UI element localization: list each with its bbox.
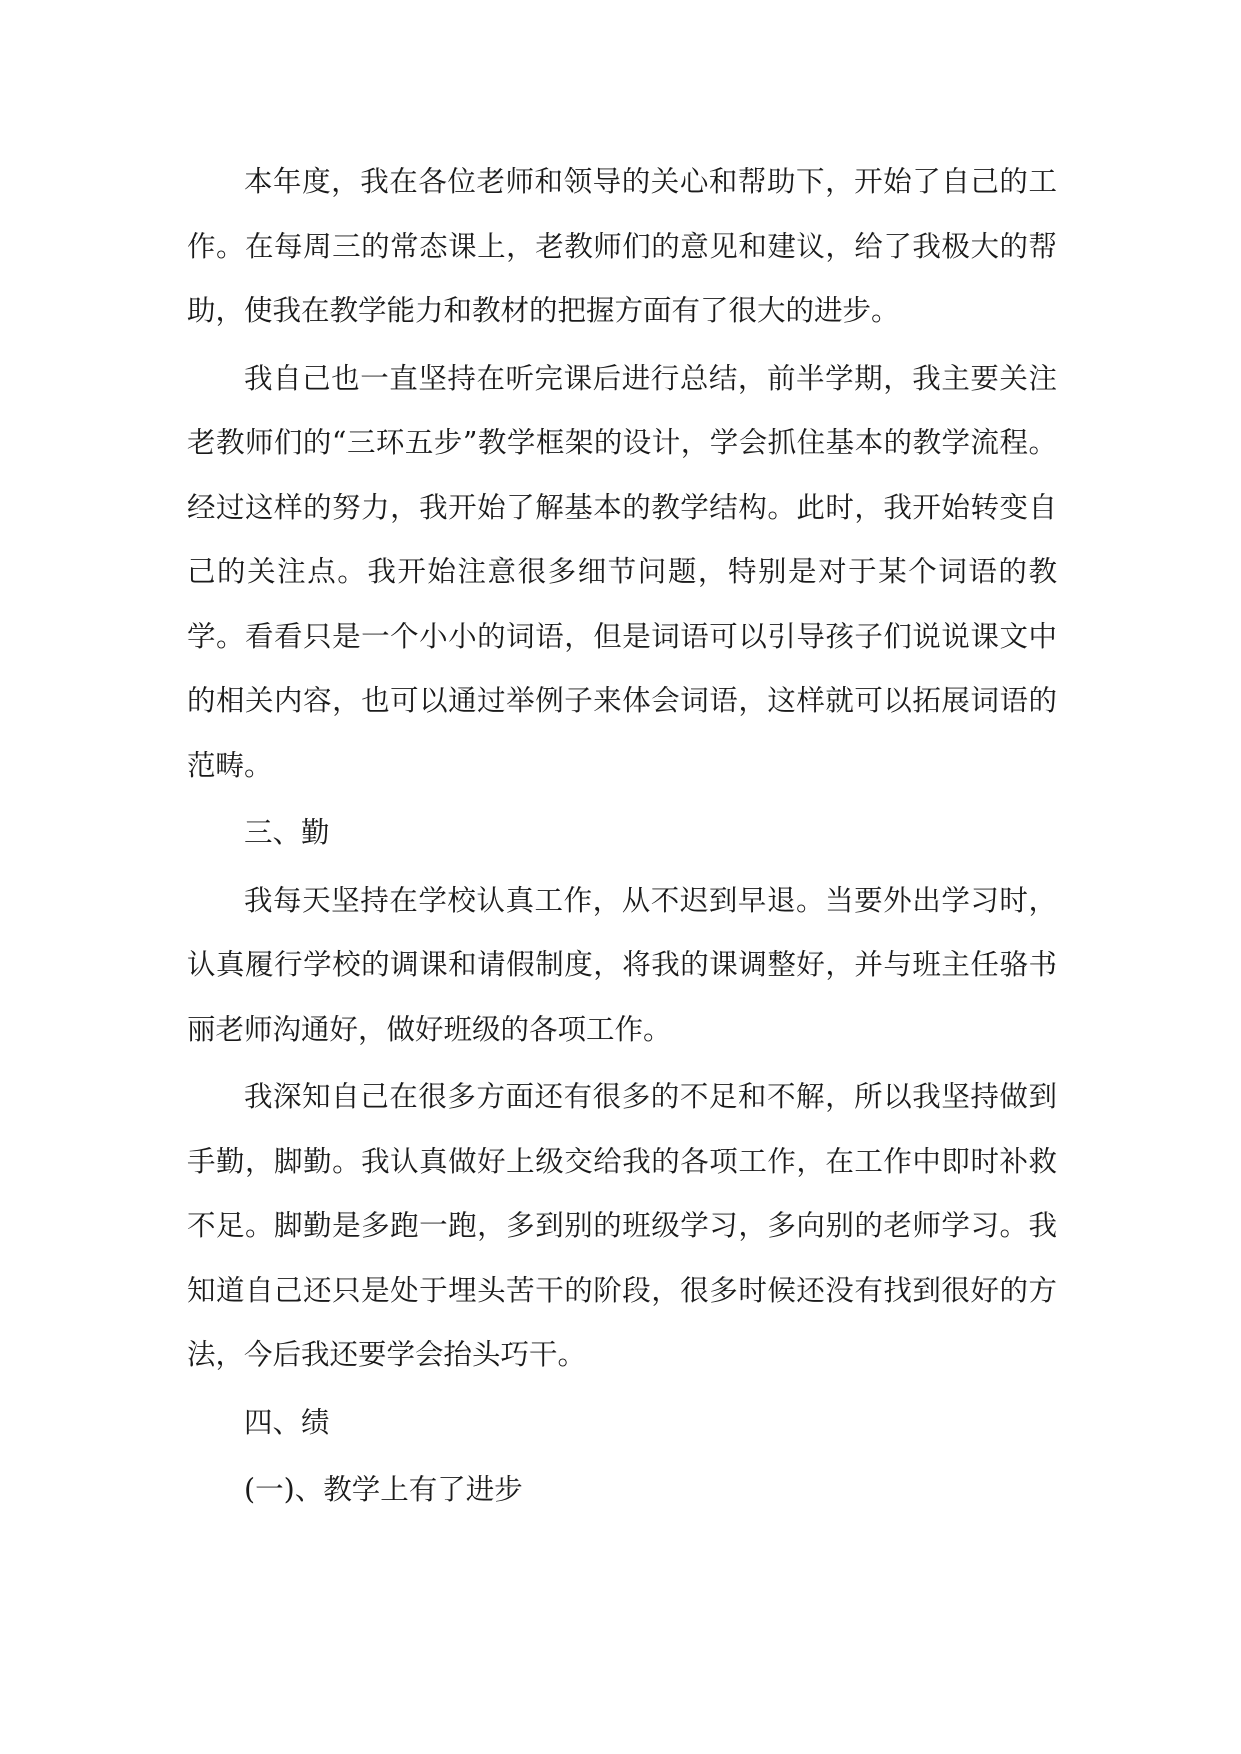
- section-heading-diligence: 三、勤: [244, 816, 330, 849]
- paragraph-year-summary: 本年度，我在各位老师和领导的关心和帮助下，开始了自己的工作。在每周三的常态课上，老教师们的意见和建议，给了我极大的帮助，使我在教学能力和教材的把握方面有了很大的进步。: [187, 165, 1057, 327]
- paragraph-hands-feet: 我深知自己在很多方面还有很多的不足和不解，所以我坚持做到手勤，脚勤。我认真做好上级交给我的各项工作，在工作中即时补救不足。脚勤是多跑一跑，多到别的班级学习，多向别的老师学习。我知道自己还只是处于埋头苦干的阶段，很多时候还没有找到很好的方法，今后我还要学会抬头巧干。: [187, 1080, 1057, 1371]
- paragraph-attendance: 我每天坚持在学校认真工作，从不迟到早退。当要外出学习时，认真履行学校的调课和请假制度，将我的课调整好，并与班主任骆书丽老师沟通好，做好班级的各项工作。: [187, 883, 1057, 1046]
- subsection-heading-teaching-progress: (一)、教学上有了进步: [244, 1473, 523, 1506]
- paragraph-lesson-reflection: 我自己也一直坚持在听完课后进行总结，前半学期，我主要关注老教师们的“三环五步”教学框架的设计，学会抓住基本的教学流程。经过这样的努力，我开始了解基本的教学结构。此时，我开始转变自己的关注点。我开始注意很多细节问题，特别是对于某个词语的教学。看看只是一个小小的词语，但是词语可以引导孩子们说说课文中的相关内容，也可以通过举例子来体会词语，这样就可以拓展词语的范畴。: [187, 361, 1057, 782]
- section-heading-achievements: 四、绩: [244, 1405, 330, 1439]
- document-body: [187, 150, 1057, 1526]
